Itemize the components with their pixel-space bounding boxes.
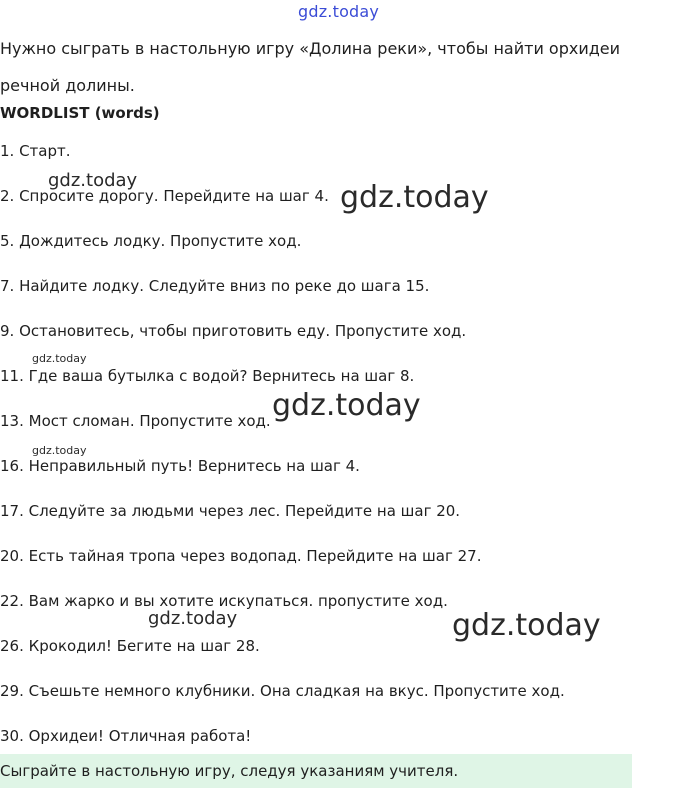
step-item: 1. Старт.	[0, 142, 71, 160]
step-item: 20. Есть тайная тропа через водопад. Перейдите на шаг 27.	[0, 547, 482, 565]
step-item: 16. Неправильный путь! Вернитесь на шаг 4.	[0, 457, 360, 475]
step-item: 22. Вам жарко и вы хотите искупаться. пропустите ход.	[0, 592, 448, 610]
step-item: 7. Найдите лодку. Следуйте вниз по реке до шага 15.	[0, 277, 430, 295]
step-item: 5. Дождитесь лодку. Пропустите ход.	[0, 232, 302, 250]
watermark: gdz.today	[452, 608, 601, 643]
watermark: gdz.today	[272, 388, 421, 423]
step-item: 30. Орхидеи! Отличная работа!	[0, 727, 252, 745]
step-item: 26. Крокодил! Бегите на шаг 28.	[0, 637, 260, 655]
watermark: gdz.today	[32, 352, 87, 365]
step-item: 29. Съешьте немного клубники. Она сладкая на вкус. Пропустите ход.	[0, 682, 565, 700]
step-item: 17. Следуйте за людьми через лес. Перейдите на шаг 20.	[0, 502, 461, 520]
task-intro: Нужно сыграть в настольную игру «Долина реки», чтобы найти орхидеи речной долины.	[0, 39, 621, 95]
watermark: gdz.today	[148, 608, 238, 629]
instruction-banner: Сыграйте в настольную игру, следуя указаниям учителя.	[0, 754, 632, 788]
step-item: 13. Мост сломан. Пропустите ход.	[0, 412, 271, 430]
watermark: gdz.today	[48, 170, 138, 191]
step-item: 9. Остановитесь, чтобы приготовить еду. Пропустите ход.	[0, 322, 467, 340]
step-item: 11. Где ваша бутылка с водой? Вернитесь на шаг 8.	[0, 367, 415, 385]
site-watermark-header: gdz.today	[298, 2, 380, 21]
step-item: 2. Спросите дорогу. Перейдите на шаг 4.	[0, 187, 329, 205]
watermark: gdz.today	[340, 180, 489, 215]
wordlist-heading: WORDLIST (words)	[0, 104, 160, 122]
watermark: gdz.today	[32, 444, 87, 457]
